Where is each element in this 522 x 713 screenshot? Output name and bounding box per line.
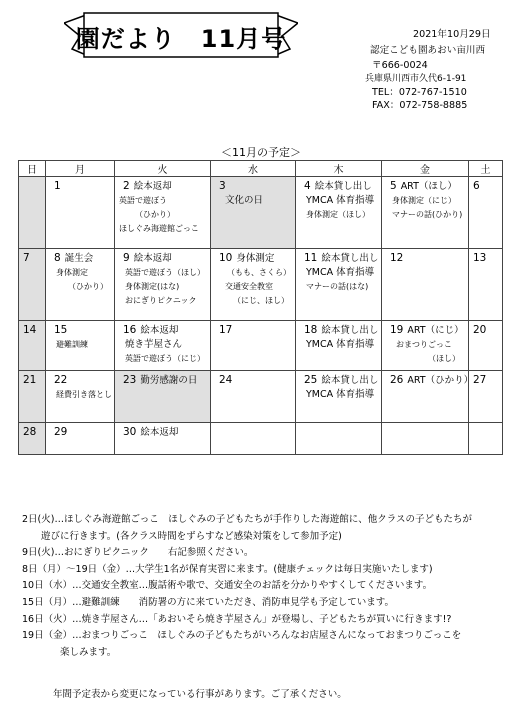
weekday-sat: 土	[469, 161, 503, 177]
calendar-event: 避難訓練	[56, 340, 88, 349]
calendar-day-cell	[382, 423, 469, 455]
org-name: 認定こども園あおい亩川西	[370, 45, 486, 56]
calendar-event: マナーの話(ひかり)	[392, 210, 463, 219]
calendar-event: 勤労感謝の日	[140, 375, 198, 386]
calendar-event: （もも、さくら）	[227, 268, 291, 277]
day-number: 25	[304, 374, 318, 386]
calendar-event: ほしぐみ海遊館ごっこ	[119, 224, 199, 233]
calendar-day-cell	[382, 177, 469, 249]
calendar-event: YMCA 体育指導	[306, 389, 375, 400]
calendar-event: 絵本貸し出し	[321, 325, 379, 336]
day-number: 11	[304, 252, 318, 264]
calendar-event: 英語で遊ぼう（にじ）	[125, 354, 205, 363]
calendar-day-cell	[115, 249, 211, 321]
note-line: 19日（金）…おまつりごっこ ほしぐみの子どもたちがいろんなお店屋さんになっておまつりごっこを	[22, 630, 462, 642]
calendar-day-cell	[382, 249, 469, 321]
note-line: 10日（水）…交通安全教室…腹話術や歌で、交通安全のお話を分かりやすくしてくださいます。	[22, 580, 433, 592]
calendar-event: 英語で遊ぼう	[119, 196, 167, 205]
day-number: 30	[123, 426, 137, 438]
day-number: 28	[23, 426, 37, 438]
calendar-day-cell	[469, 177, 503, 249]
calendar-event: 絵本返却	[140, 427, 179, 438]
calendar-event: マナーの話(はな)	[306, 282, 369, 291]
day-number: 17	[219, 324, 233, 336]
calendar-day-cell	[19, 177, 46, 249]
calendar-week	[19, 321, 503, 371]
calendar-event: 絵本返却	[133, 181, 172, 192]
note-line: 16日（火）…焼き芋屋さん…「あおいそら焼き芋屋さん」が登場し、子どもたちが買いに行きます!?	[22, 613, 452, 625]
calendar-day-cell	[382, 321, 469, 371]
calendar-event: （ひかり）	[135, 210, 175, 219]
calendar-day-cell	[46, 371, 115, 423]
tel: TEL：072-767-1510	[372, 87, 467, 98]
calendar-day-cell	[19, 423, 46, 455]
calendar-day-cell	[19, 321, 46, 371]
calendar-day-cell	[211, 371, 296, 423]
calendar-event: （にじ、ほし）	[233, 296, 289, 305]
calendar-day-cell	[115, 371, 211, 423]
calendar-event: おにぎりピクニック	[125, 296, 197, 305]
calendar-event: 文化の日	[225, 195, 264, 206]
day-number: 6	[473, 180, 480, 192]
weekday-thu: 木	[296, 161, 382, 177]
issue-date: 2021年10月29日	[413, 29, 491, 40]
calendar-week	[19, 249, 503, 321]
weekday-fri: 金	[382, 161, 469, 177]
calendar-event: 絵本貸し出し	[314, 181, 372, 192]
day-number: 14	[23, 324, 37, 336]
calendar-event: 絵本貸し出し	[321, 253, 379, 264]
day-number: 16	[123, 324, 137, 336]
day-number: 5	[390, 180, 397, 192]
calendar-day-cell	[19, 371, 46, 423]
footer-note: 年間予定表から変更になっている行事があります。ご了承ください。	[53, 689, 347, 700]
day-number: 2	[123, 180, 130, 192]
calendar-day-cell	[115, 423, 211, 455]
calendar-day-cell	[469, 249, 503, 321]
calendar-day-cell	[296, 321, 382, 371]
calendar-event: おまつりごっこ	[396, 340, 452, 349]
calendar-day-cell	[211, 423, 296, 455]
calendar-event: 誕生会	[64, 253, 94, 264]
day-number: 29	[54, 426, 68, 438]
calendar-title: ＜11月の予定＞	[221, 146, 301, 159]
calendar-day-cell	[19, 249, 46, 321]
calendar-event: 身体測定（ほし）	[306, 210, 370, 219]
day-number: 8	[54, 252, 61, 264]
calendar-event: ART（にじ）	[407, 325, 464, 336]
calendar-event: YMCA 体育指導	[306, 339, 375, 350]
calendar-week	[19, 177, 503, 249]
calendar-event: 絵本返却	[133, 253, 172, 264]
calendar-day-cell	[382, 371, 474, 423]
day-number: 23	[123, 374, 137, 386]
day-number: 13	[473, 252, 487, 264]
weekday-wed: 水	[211, 161, 296, 177]
day-number: 4	[304, 180, 311, 192]
notes	[22, 512, 472, 661]
note-line: 楽しみます。	[22, 646, 117, 658]
note-line: 遊びに行きます。(各クラス時間をずらすなど感染対策をして参加予定)	[22, 530, 342, 542]
calendar-day-cell	[46, 423, 115, 455]
calendar-event: 絵本貸し出し	[321, 375, 379, 386]
weekday-mon: 月	[46, 161, 115, 177]
calendar-day-cell	[296, 371, 382, 423]
day-number: 18	[304, 324, 318, 336]
weekday-sun: 日	[19, 161, 46, 177]
calendar-day-cell	[211, 321, 296, 371]
calendar-day-cell	[46, 321, 115, 371]
calendar-day-cell	[296, 177, 382, 249]
calendar-event: 英語で遊ぼう（ほし）	[125, 268, 205, 277]
calendar-event: （ほし）	[428, 354, 460, 363]
note-line: 15日（月）…避難訓練 消防署の方に来ていただき、消防車見学も予定しています。	[22, 596, 394, 608]
weekday-tue: 火	[115, 161, 211, 177]
calendar-day-cell	[296, 423, 382, 455]
note-line: 9日(火)…おにぎりピクニック 右記参照ください。	[22, 547, 254, 559]
calendar-event: YMCA 体育指導	[306, 195, 375, 206]
note-line: 2日(火)…ほしぐみ海遊館ごっこ ほしぐみの子どもたちが手作りした海遊館に、他クラスの子どもたちが	[22, 514, 472, 525]
fax: FAX：072-758-8885	[372, 100, 468, 111]
calendar-event: ART（ひかり）	[407, 375, 474, 386]
title-banner	[64, 9, 298, 63]
newsletter-title: 園だより 11月号	[75, 24, 287, 53]
day-number: 10	[219, 252, 233, 264]
address: 兵庫県川西市久代6-1-91	[365, 74, 467, 84]
day-number: 1	[54, 180, 61, 192]
calendar-event: （ひかり）	[68, 282, 108, 291]
postal-code: 〒666-0024	[372, 60, 428, 71]
day-number: 26	[390, 374, 404, 386]
calendar-event: 経費引き落とし	[56, 390, 112, 399]
day-number: 20	[473, 324, 487, 336]
calendar-week	[19, 423, 503, 455]
day-number: 19	[390, 324, 404, 336]
calendar-day-cell	[211, 249, 296, 321]
day-number: 9	[123, 252, 130, 264]
day-number: 24	[219, 374, 233, 386]
calendar-day-cell	[115, 321, 211, 371]
calendar-event: 絵本返却	[140, 325, 179, 336]
calendar-event: 身体測定	[56, 268, 88, 277]
calendar-event: 身体測定（にじ）	[392, 196, 456, 205]
calendar-day-cell	[211, 177, 296, 249]
calendar-day-cell	[469, 321, 503, 371]
calendar-event: 身体測定(はな)	[125, 282, 180, 291]
calendar-week	[19, 371, 503, 423]
calendar-day-cell	[469, 423, 503, 455]
calendar-day-cell	[46, 249, 115, 321]
calendar-event: YMCA 体育指導	[306, 267, 375, 278]
note-line: 8日（月）～19日（金）…大学生1名が保育実習に来ます。(健康チェックは毎日実施いたします)	[22, 563, 433, 575]
calendar-day-cell	[115, 177, 211, 249]
calendar-event: 焼き芋屋さん	[125, 339, 183, 350]
weekday-header	[19, 161, 503, 177]
day-number: 12	[390, 252, 404, 264]
day-number: 7	[23, 252, 30, 264]
day-number: 21	[23, 374, 37, 386]
calendar-event: 交通安全教室	[225, 282, 273, 291]
day-number: 15	[54, 324, 68, 336]
calendar-day-cell	[296, 249, 382, 321]
day-number: 22	[54, 374, 68, 386]
calendar-event: 身体測定	[236, 253, 275, 264]
calendar-day-cell	[46, 177, 115, 249]
calendar-event: ART（ほし）	[400, 181, 457, 192]
day-number: 27	[473, 374, 487, 386]
calendar-day-cell	[469, 371, 503, 423]
day-number: 3	[219, 180, 226, 192]
calendar	[18, 160, 503, 455]
